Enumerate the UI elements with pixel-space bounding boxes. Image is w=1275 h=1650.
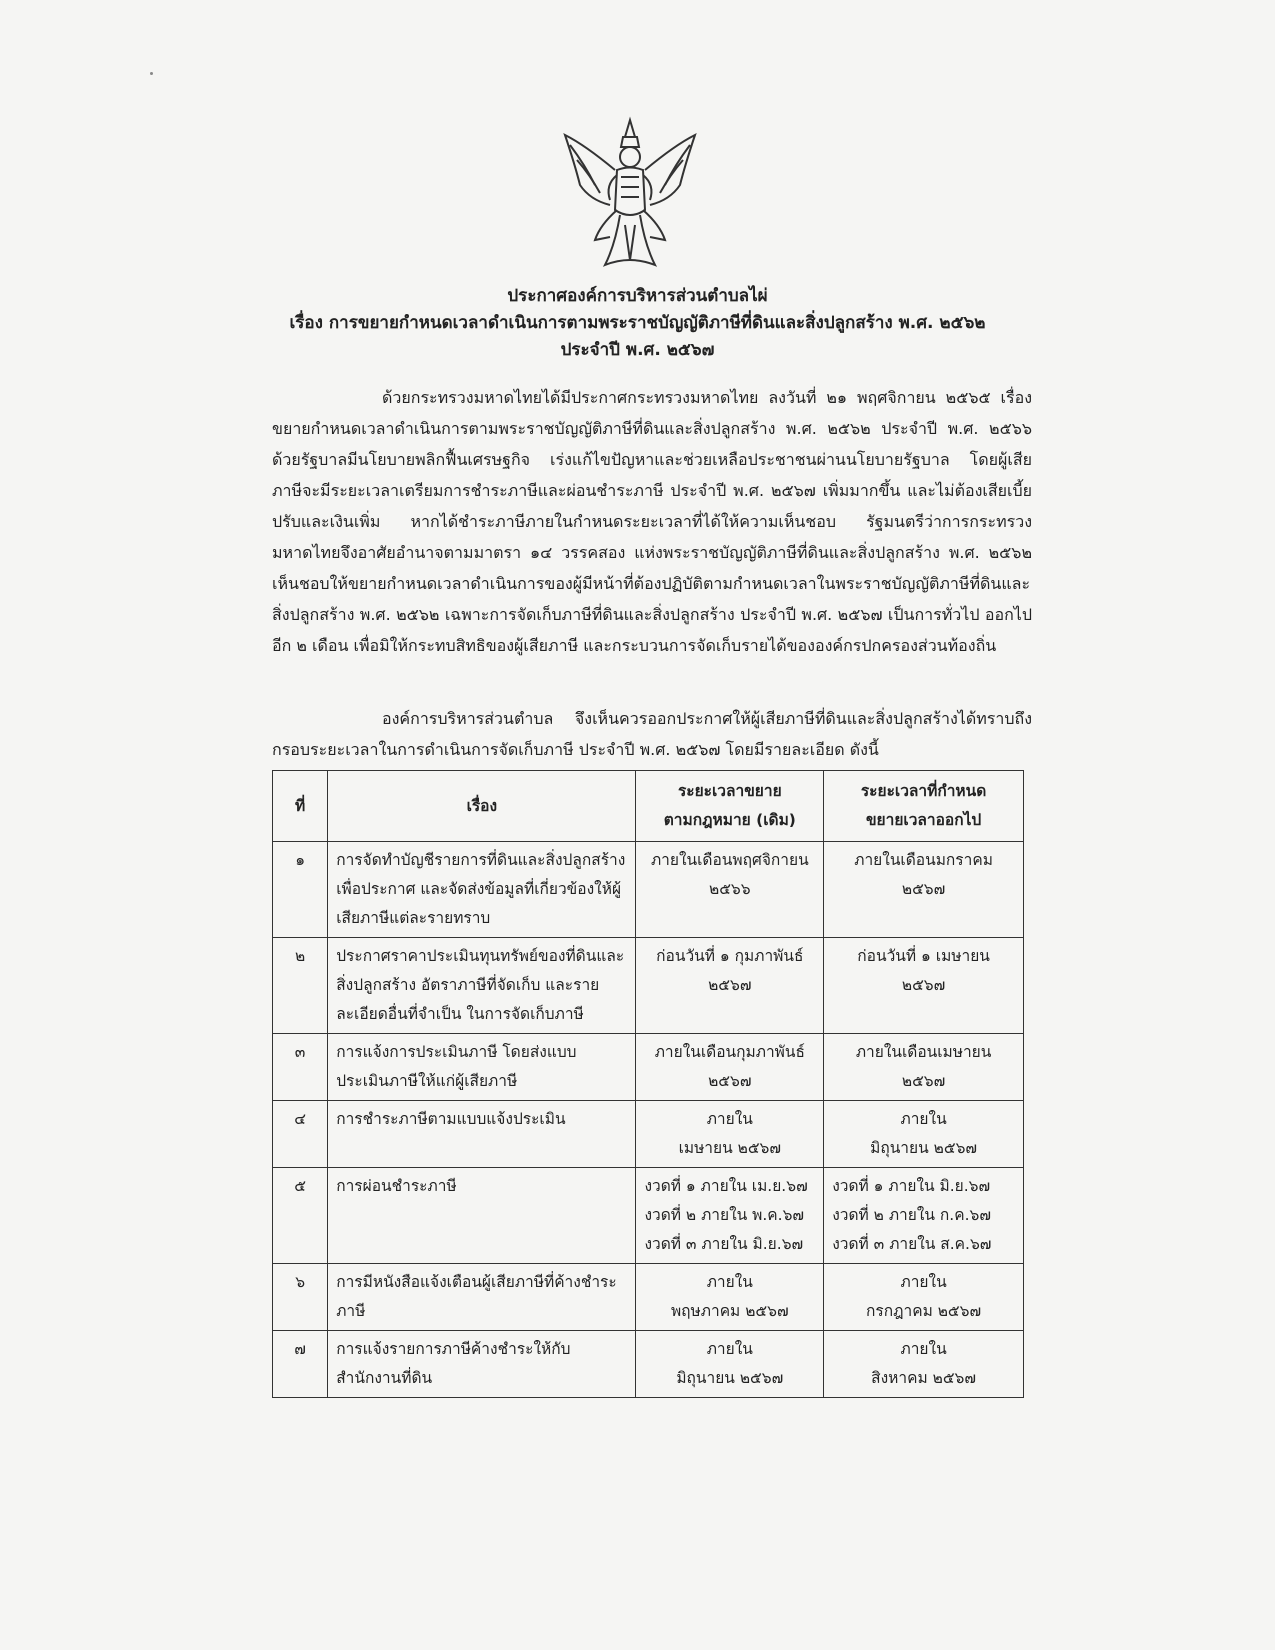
row-topic: การจัดทำบัญชีรายการที่ดินและสิ่งปลูกสร้างเพื่อประกาศ และจัดส่งข้อมูลที่เกี่ยวข้องให้ผู้เสียภาษีแต่ละรายทราบ bbox=[328, 842, 636, 938]
header-new-period: ระยะเวลาที่กำหนด ขยายเวลาออกไป bbox=[824, 771, 1024, 842]
table-row bbox=[273, 1264, 1024, 1331]
row-old-period: ภายในเดือนพฤศจิกายน ๒๕๖๖ bbox=[636, 842, 824, 938]
row-old-period: งวดที่ ๑ ภายใน เม.ย.๖๗ งวดที่ ๒ ภายใน พ.ค.๖๗ งวดที่ ๓ ภายใน มิ.ย.๖๗ bbox=[636, 1168, 824, 1264]
table-row bbox=[273, 1034, 1024, 1101]
table-row bbox=[273, 1331, 1024, 1398]
row-new-period: ก่อนวันที่ ๑ เมษายน ๒๕๖๗ bbox=[824, 938, 1024, 1034]
paragraph-2 bbox=[272, 703, 1032, 765]
header-old-period: ระยะเวลาขยาย ตามกฎหมาย (เดิม) bbox=[636, 771, 824, 842]
row-no: ๖ bbox=[273, 1264, 328, 1331]
row-topic: การแจ้งการประเมินภาษี โดยส่งแบบประเมินภาษีให้แก่ผู้เสียภาษี bbox=[328, 1034, 636, 1101]
row-no: ๕ bbox=[273, 1168, 328, 1264]
row-old-period: ภายในเดือนกุมภาพันธ์ ๒๕๖๗ bbox=[636, 1034, 824, 1101]
row-topic: การผ่อนชำระภาษี bbox=[328, 1168, 636, 1264]
garuda-emblem-icon bbox=[555, 115, 705, 275]
row-topic: ประกาศราคาประเมินทุนทรัพย์ของที่ดินและสิ่งปลูกสร้าง อัตราภาษีที่จัดเก็บ และรายละเอียดอื่นที่จำเป็น ในการจัดเก็บภาษี bbox=[328, 938, 636, 1034]
paragraph-1 bbox=[272, 382, 1032, 661]
paragraph-2-text: องค์การบริหารส่วนตำบล จึงเห็นควรออกประกาศให้ผู้เสียภาษีที่ดินและสิ่งปลูกสร้างได้ทราบถึงกรอบระยะเวลาในการดำเนินการจัดเก็บภาษี ประจำปี พ.ศ. ๒๕๖๗ โดยมีรายละเอียด ดังนี้ bbox=[272, 709, 1032, 759]
row-old-period: ภายใน พฤษภาคม ๒๕๖๗ bbox=[636, 1264, 824, 1331]
table-row bbox=[273, 1168, 1024, 1264]
row-no: ๑ bbox=[273, 842, 328, 938]
row-no: ๔ bbox=[273, 1101, 328, 1168]
header-topic: เรื่อง bbox=[328, 771, 636, 842]
table-header-row bbox=[273, 771, 1024, 842]
announcement-subject: เรื่อง การขยายกำหนดเวลาดำเนินการตามพระราชบัญญัติภาษีที่ดินและสิ่งปลูกสร้าง พ.ศ. ๒๕๖๒ bbox=[289, 313, 986, 333]
paragraph-1-text: ด้วยกระทรวงมหาดไทยได้มีประกาศกระทรวงมหาดไทย ลงวันที่ ๒๑ พฤศจิกายน ๒๕๖๕ เรื่อง ขยายกำหนดเวลาดำเนินการตามพระราชบัญญัติภาษีที่ดินและสิ่งปลูกสร้าง พ.ศ. ๒๕๖๒ ประจำปี พ.ศ. ๒๕๖๖ ด้วยรัฐบาลมีนโยบายพลิกฟื้นเศรษฐกิจ เร่งแก้ไขปัญหาและช่วยเหลือประชาชนผ่านนโยบายรัฐบาล โดยผู้เสียภาษีจะมีระยะเวลาเตรียมการชำระภาษีและผ่อนชำระภาษี ประจำปี พ.ศ. ๒๕๖๗ เพิ่มมากขึ้น และไม่ต้องเสียเบี้ยปรับและเงินเพิ่ม หากได้ชำระภาษีภายในกำหนดระยะเวลาที่ได้ให้ความเห็นชอบ รัฐมนตรีว่าการกระทรวงมหาดไทยจึงอาศัยอำนาจตามมาตรา ๑๔ วรรคสอง แห่งพระราชบัญญัติภาษีที่ดินและสิ่งปลูกสร้าง พ.ศ. ๒๕๖๒ เห็นชอบให้ขยายกำหนดเวลาดำเนินการของผู้มีหน้าที่ต้องปฏิบัติตามกำหนดเวลาในพระราชบัญญัติภาษีที่ดินและสิ่งปลูกสร้าง พ.ศ. ๒๕๖๒ เฉพาะการจัดเก็บภาษีที่ดินและสิ่งปลูกสร้าง ประจำปี พ.ศ. ๒๕๖๗ เป็นการทั่วไป ออกไปอีก ๒ เดือน เพื่อมิให้กระทบสิทธิของผู้เสียภาษี และกระบวนการจัดเก็บรายได้ขององค์กรปกครองส่วนท้องถิ่น bbox=[272, 388, 1033, 655]
announcement-issuer: ประกาศองค์การบริหารส่วนตำบลไผ่ bbox=[507, 286, 768, 306]
announcement-year: ประจำปี พ.ศ. ๒๕๖๗ bbox=[560, 340, 715, 360]
row-new-period: ภายใน กรกฎาคม ๒๕๖๗ bbox=[824, 1264, 1024, 1331]
row-no: ๒ bbox=[273, 938, 328, 1034]
row-old-period: ภายใน มิถุนายน ๒๕๖๗ bbox=[636, 1331, 824, 1398]
row-old-period: ก่อนวันที่ ๑ กุมภาพันธ์ ๒๕๖๗ bbox=[636, 938, 824, 1034]
scan-speck bbox=[150, 72, 153, 75]
row-no: ๓ bbox=[273, 1034, 328, 1101]
row-new-period: ภายใน สิงหาคม ๒๕๖๗ bbox=[824, 1331, 1024, 1398]
table-row bbox=[273, 842, 1024, 938]
schedule-table bbox=[272, 770, 1024, 1398]
row-topic: การชำระภาษีตามแบบแจ้งประเมิน bbox=[328, 1101, 636, 1168]
row-new-period: ภายใน มิถุนายน ๒๕๖๗ bbox=[824, 1101, 1024, 1168]
table-row bbox=[273, 938, 1024, 1034]
row-old-period: ภายใน เมษายน ๒๕๖๗ bbox=[636, 1101, 824, 1168]
table-row bbox=[273, 1101, 1024, 1168]
row-new-period: ภายในเดือนมกราคม ๒๕๖๗ bbox=[824, 842, 1024, 938]
row-topic: การแจ้งรายการภาษีค้างชำระให้กับสำนักงานที่ดิน bbox=[328, 1331, 636, 1398]
row-new-period: งวดที่ ๑ ภายใน มิ.ย.๖๗ งวดที่ ๒ ภายใน ก.ค.๖๗ งวดที่ ๓ ภายใน ส.ค.๖๗ bbox=[824, 1168, 1024, 1264]
header-no: ที่ bbox=[273, 771, 328, 842]
row-no: ๗ bbox=[273, 1331, 328, 1398]
row-new-period: ภายในเดือนเมษายน ๒๕๖๗ bbox=[824, 1034, 1024, 1101]
row-topic: การมีหนังสือแจ้งเตือนผู้เสียภาษีที่ค้างชำระภาษี bbox=[328, 1264, 636, 1331]
